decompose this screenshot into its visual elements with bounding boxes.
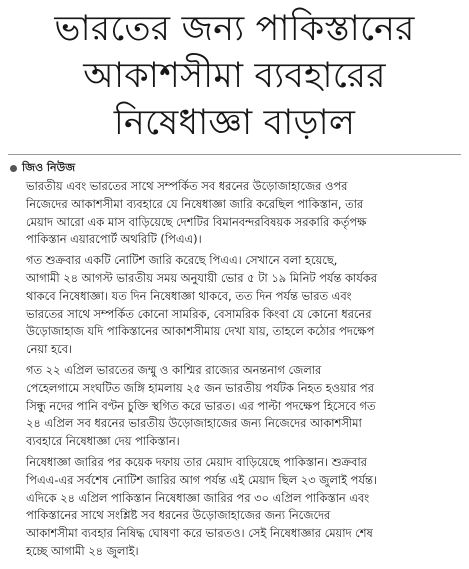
text-line: আকাশসীমা ব্যবহার নিষিদ্ধ ঘোষণা করে ভারতও। সেই নিষেধাজ্ঞার মেয়াদ শেষ	[26, 526, 373, 541]
text-line: থাকবে নিষেধাজ্ঞা। যত দিন নিষেধাজ্ঞা থাকবে, তত দিন পর্যন্ত ভারত এবং	[26, 288, 352, 303]
text-line: ২৪ এপ্রিল সব ধরনের ভারতীয় উড়োজাহাজের জন্য নিজেদের আকাশসীমা	[26, 416, 362, 431]
text-line: পাকিস্তান এয়ারপোর্ট অথরিটি (পিএএ)।	[26, 232, 202, 247]
paragraph	[8, 454, 461, 561]
text-line: পিএএ-এর সর্বশেষ নোটিশ জারির আগ পর্যন্ত এই মেয়াদ ছিল ২৩ জুলাই পর্যন্ত।	[26, 472, 377, 487]
text-line: পেহেলগামে সংঘটিত জঙ্গি হামলায় ২৫ জন ভারতীয় পর্যটক নিহত হওয়ার পর	[26, 380, 374, 395]
divider	[8, 154, 461, 155]
text-line: গত শুক্রবার একটি নোটিশ জারি করেছে পিএএ। সেখানে বলা হয়েছে,	[26, 253, 338, 268]
bullet-icon	[10, 165, 17, 172]
text-line: নিজেদের আকাশসীমা ব্যবহারে যে নিষেধাজ্ঞা জারি করেছিল পাকিস্তান, তার	[26, 196, 364, 211]
headline	[8, 6, 461, 147]
text-line: ভারতের সাথে সম্পর্কিত কোনো সামরিক, বেসামরিক কিংবা যে কোনো ধরনের	[26, 306, 372, 321]
headline-line: নিষেধাজ্ঞা বাড়াল	[113, 103, 356, 143]
paragraph	[8, 362, 461, 451]
text-line: নেয়া হবে।	[26, 342, 73, 357]
text-line: হচ্ছে আগামী ২৪ জুলাই।	[26, 543, 139, 558]
text-line: মেয়াদ আরো এক মাস বাড়িয়েছে দেশটির বিমানবন্দরবিষয়ক সরকারি কর্তৃপক্ষ	[26, 214, 367, 229]
paragraph	[8, 252, 461, 359]
paragraph	[8, 178, 461, 249]
text-line: ব্যবহারে নিষেধাজ্ঞা দেয় পাকিস্তান।	[26, 434, 180, 449]
headline-line: ভারতের জন্য পাকিস্তানের	[54, 9, 415, 49]
text-line: ভারতীয় এবং ভারতের সাথে সম্পর্কিত সব ধরনের উড়োজাহাজের ওপর	[26, 179, 348, 193]
text-line: আগামী ২৪ আগস্ট ভারতীয় সময় অনুযায়ী ভোর ৫ টা ১৯ মিনিট পর্যন্ত কার্যকর	[26, 270, 378, 285]
byline	[10, 161, 461, 176]
byline-source: জিও নিউজ	[22, 161, 76, 174]
text-line: গত ২২ এপ্রিল ভারতের জম্মু ও কাশ্মির রাজ্যের অনন্তনাগ জেলার	[26, 362, 322, 377]
text-line: নিষেধাজ্ঞা জারির পর কয়েক দফায় তার মেয়াদ বাড়িয়েছে পাকিস্তান। শুক্রবার	[26, 454, 367, 469]
text-line: এদিকে ২৪ এপ্রিল পাকিস্তান নিষেধাজ্ঞা জারির পর ৩০ এপ্রিল পাকিস্তান এবং	[26, 490, 370, 505]
headline-line: আকাশসীমা ব্যবহারের	[83, 56, 386, 96]
text-line: পাকিস্তানের সাথে সংশ্লিষ্ট সব ধরনের উড়োজাহাজের জন্য নিজেদের	[26, 508, 331, 523]
text-line: উড়োজাহাজ যদি পাকিস্তানের আকাশসীমায় দেখা যায়, তাহলে কঠোর পদক্ষেপ	[26, 324, 375, 339]
text-line: সিন্ধু নদের পানি বণ্টন চুক্তি স্থগিত করে ভারত। এর পাল্টা পদক্ষেপ হিসেবে গত	[26, 398, 376, 413]
article-body	[8, 178, 461, 561]
